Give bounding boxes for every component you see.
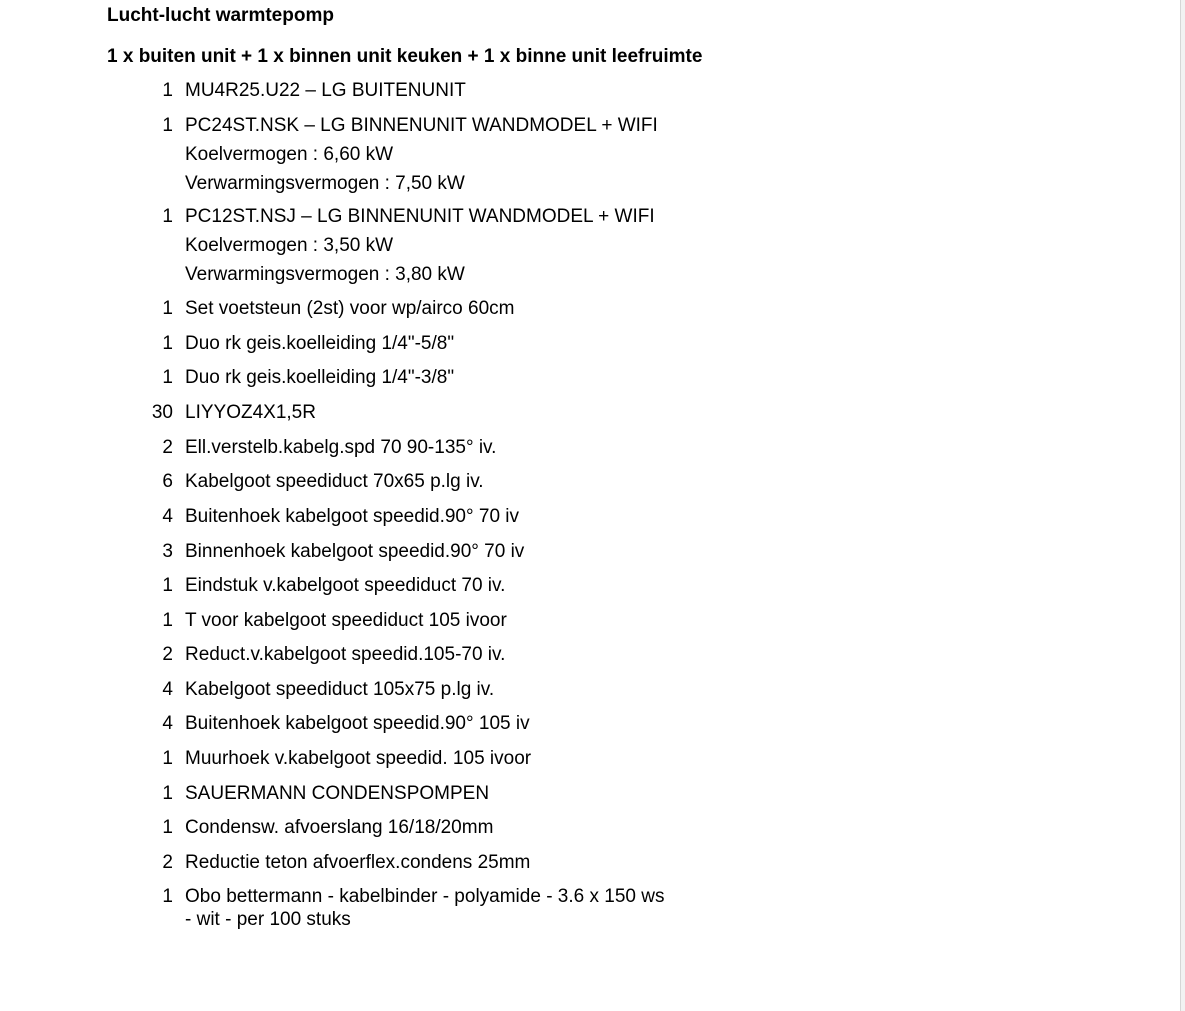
item-detail: Verwarmingsvermogen : 3,80 kW — [185, 264, 465, 285]
item-quantity: 1 — [162, 817, 173, 838]
item-description — [185, 816, 745, 845]
item-name: Binnenhoek kabelgoot speedid.90° 70 iv — [185, 541, 525, 562]
item-detail: Koelvermogen : 6,60 kW — [185, 144, 394, 165]
item-name: T voor kabelgoot speediduct 105 ivoor — [185, 610, 507, 631]
item-description — [185, 401, 745, 430]
item-quantity: 1 — [162, 610, 173, 631]
item-name: PC24ST.NSK – LG BINNENUNIT WANDMODEL + WIFI — [185, 115, 658, 136]
item-description — [185, 851, 745, 880]
item-name: Buitenhoek kabelgoot speedid.90° 105 iv — [185, 713, 530, 734]
item-description — [185, 79, 745, 108]
item-quantity: 1 — [162, 115, 173, 136]
item-name: LIYYOZ4X1,5R — [185, 402, 316, 423]
item-description — [185, 297, 745, 326]
item-quantity: 2 — [162, 852, 173, 873]
item-quantity: 6 — [162, 471, 173, 492]
item-name: Muurhoek v.kabelgoot speedid. 105 ivoor — [185, 748, 532, 769]
item-quantity: 4 — [162, 679, 173, 700]
item-description — [185, 678, 745, 707]
item-name: Set voetsteun (2st) voor wp/airco 60cm — [185, 298, 515, 319]
item-quantity: 1 — [162, 80, 173, 101]
item-name: Obo bettermann - kabelbinder - polyamide - 3.6 x 150 ws — [185, 886, 665, 907]
item-description — [185, 114, 745, 201]
item-description — [185, 574, 745, 603]
item-quantity: 2 — [162, 437, 173, 458]
item-description — [185, 782, 745, 811]
item-name: Condensw. afvoerslang 16/18/20mm — [185, 817, 494, 838]
item-description — [185, 505, 745, 534]
item-quantity: 1 — [162, 333, 173, 354]
item-quantity: 1 — [162, 298, 173, 319]
item-detail: Verwarmingsvermogen : 7,50 kW — [185, 173, 465, 194]
item-name: Duo rk geis.koelleiding 1/4"-5/8" — [185, 333, 455, 354]
item-name: Buitenhoek kabelgoot speedid.90° 70 iv — [185, 506, 520, 527]
item-quantity: 2 — [162, 644, 173, 665]
item-description — [185, 540, 745, 569]
item-detail: - wit - per 100 stuks — [185, 909, 351, 930]
item-quantity: 1 — [162, 206, 173, 227]
document-title: Lucht-lucht warmtepomp — [107, 5, 334, 26]
item-description — [185, 205, 745, 292]
item-name: Kabelgoot speediduct 105x75 p.lg iv. — [185, 679, 495, 700]
item-name: Reductie teton afvoerflex.condens 25mm — [185, 852, 531, 873]
item-quantity: 4 — [162, 506, 173, 527]
item-name: Kabelgoot speediduct 70x65 p.lg iv. — [185, 471, 484, 492]
item-description — [185, 885, 745, 931]
item-quantity: 1 — [162, 886, 173, 907]
item-name: Reduct.v.kabelgoot speedid.105-70 iv. — [185, 644, 506, 665]
item-description — [185, 366, 745, 395]
item-name: Ell.verstelb.kabelg.spd 70 90-135° iv. — [185, 437, 497, 458]
item-description — [185, 436, 745, 465]
item-description — [185, 470, 745, 499]
item-name: Duo rk geis.koelleiding 1/4"-3/8" — [185, 367, 455, 388]
item-quantity: 4 — [162, 713, 173, 734]
item-quantity: 30 — [151, 402, 173, 423]
item-name: Eindstuk v.kabelgoot speediduct 70 iv. — [185, 575, 506, 596]
item-description — [185, 712, 745, 741]
item-description — [185, 747, 745, 776]
item-quantity: 1 — [162, 783, 173, 804]
item-quantity: 1 — [162, 748, 173, 769]
item-quantity: 1 — [162, 367, 173, 388]
item-quantity: 1 — [162, 575, 173, 596]
item-detail: Koelvermogen : 3,50 kW — [185, 235, 394, 256]
page-edge-margin — [1181, 0, 1185, 1011]
item-description — [185, 609, 745, 638]
item-name: MU4R25.U22 – LG BUITENUNIT — [185, 80, 466, 101]
item-quantity: 3 — [162, 541, 173, 562]
document-subtitle: 1 x buiten unit + 1 x binnen unit keuken + 1 x binne unit leefruimte — [107, 46, 703, 67]
item-description — [185, 643, 745, 672]
item-name: PC12ST.NSJ – LG BINNENUNIT WANDMODEL + WIFI — [185, 206, 655, 227]
item-name: SAUERMANN CONDENSPOMPEN — [185, 783, 490, 804]
item-description — [185, 332, 745, 361]
